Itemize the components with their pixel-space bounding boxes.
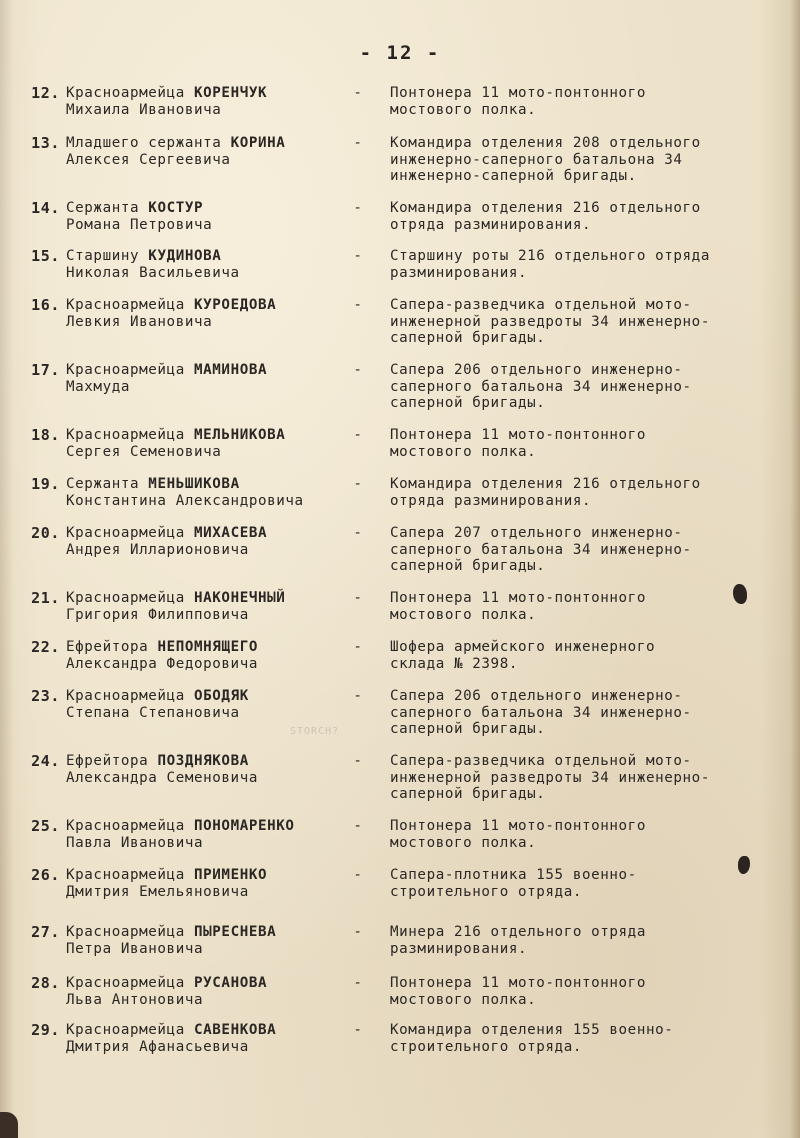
entry-rank: Красноармейца (66, 85, 185, 101)
entry-number: 24. (31, 752, 60, 770)
entry-dash: - (353, 867, 363, 883)
entry-surname: КУДИНОВА (148, 248, 222, 264)
entry-dash: - (353, 818, 363, 834)
unit-line: Старшину роты 216 отдельного отряда (390, 248, 710, 264)
entry-surname: ПОНОМАРЕНКО (194, 818, 295, 834)
entry-unit (390, 525, 762, 575)
entry-surname: ПОЗДНЯКОВА (157, 753, 249, 769)
unit-line: Шофера армейского инженерного (390, 639, 656, 655)
entry-unit (390, 248, 762, 281)
entry-dash: - (353, 1022, 363, 1038)
entry-dash: - (353, 85, 363, 101)
paper-hole (733, 584, 747, 604)
entry-rank: Красноармейца (66, 975, 185, 991)
page-number: - 12 - (359, 42, 441, 64)
entry-rank: Старшину (66, 248, 140, 264)
entry-number: 21. (31, 589, 60, 607)
unit-line: Сапера-разведчика отдельной мото- (390, 297, 692, 313)
unit-line: Сапера 206 отдельного инженерно- (390, 688, 683, 704)
entry-number: 15. (31, 247, 60, 265)
entry-rank: Красноармейца (66, 1022, 185, 1038)
entry-person (66, 590, 356, 623)
entry-rank: Красноармейца (66, 818, 185, 834)
entry-given-name: Александра Федоровича (66, 655, 258, 672)
entry-number: 16. (31, 296, 60, 314)
unit-line: склада № 2398. (390, 655, 518, 672)
entry-person (66, 1022, 356, 1055)
entry-dash: - (353, 200, 363, 216)
unit-line: Командира отделения 216 отдельного (390, 200, 701, 216)
entry-dash: - (353, 427, 363, 443)
entry-person (66, 975, 356, 1008)
entry-number: 13. (31, 134, 60, 152)
unit-line: мостового полка. (390, 443, 537, 460)
entry-given-name: Николая Васильевича (66, 264, 240, 281)
unit-line: строительного отряда. (390, 883, 582, 900)
entry-rank: Ефрейтора (66, 639, 149, 655)
unit-line: инженерно-саперной бригады. (390, 168, 637, 184)
entry-person (66, 85, 356, 118)
entry-person (66, 362, 356, 395)
unit-line: Сапера-разведчика отдельной мото- (390, 753, 692, 769)
entry-person (66, 924, 356, 957)
unit-line: саперной бригады. (390, 330, 546, 346)
entry-given-name: Александра Семеновича (66, 769, 258, 786)
entry-unit (390, 688, 762, 738)
entry-given-name: Романа Петровича (66, 216, 213, 233)
unit-line: отряда разминирования. (390, 492, 592, 509)
entry-person (66, 135, 356, 168)
entry-rank: Красноармейца (66, 924, 185, 940)
unit-line: разминирования. (390, 940, 528, 957)
entry-unit (390, 924, 762, 957)
entry-rank: Ефрейтора (66, 753, 149, 769)
entry-given-name: Дмитрия Афанасьевича (66, 1038, 249, 1055)
unit-line: Минера 216 отдельного отряда (390, 924, 646, 940)
entry-surname: МЕНЬШИКОВА (148, 476, 240, 492)
entry-number: 29. (31, 1021, 60, 1039)
entry-unit (390, 200, 762, 233)
entry-person (66, 200, 356, 233)
entry-unit (390, 85, 762, 118)
entry-dash: - (353, 975, 363, 991)
entry-surname: МАМИНОВА (194, 362, 268, 378)
entry-surname: ПРИМЕНКО (194, 867, 268, 883)
unit-line: Понтонера 11 мото-понтонного (390, 85, 646, 101)
entry-surname: РУСАНОВА (194, 975, 268, 991)
entry-dash: - (353, 362, 363, 378)
entry-surname: КОСТУР (148, 200, 204, 216)
entry-rank: Красноармейца (66, 688, 185, 704)
unit-line: мостового полка. (390, 834, 537, 851)
entry-dash: - (353, 753, 363, 769)
entry-unit (390, 135, 762, 185)
entry-given-name: Константина Александровича (66, 492, 304, 509)
unit-line: саперной бригады. (390, 395, 546, 411)
entry-person (66, 818, 356, 851)
entry-person (66, 867, 356, 900)
entry-unit (390, 590, 762, 623)
entry-number: 25. (31, 817, 60, 835)
entry-person (66, 525, 356, 558)
unit-line: Понтонера 11 мото-понтонного (390, 427, 646, 443)
entry-person (66, 476, 356, 509)
unit-line: инженерной разведроты 34 инженерно- (390, 769, 710, 786)
entry-person (66, 688, 356, 721)
entry-surname: ОБОДЯК (194, 688, 249, 704)
entry-number: 14. (31, 199, 60, 217)
entry-number: 17. (31, 361, 60, 379)
unit-line: саперного батальона 34 инженерно- (390, 378, 692, 395)
unit-line: мостового полка. (390, 991, 537, 1008)
entry-given-name: Махмуда (66, 378, 130, 395)
entry-rank: Младшего сержанта (66, 135, 222, 151)
entry-given-name: Михаила Ивановича (66, 101, 222, 118)
unit-line: отряда разминирования. (390, 216, 592, 233)
entry-number: 27. (31, 923, 60, 941)
entry-number: 26. (31, 866, 60, 884)
unit-line: Понтонера 11 мото-понтонного (390, 590, 646, 606)
entry-person (66, 639, 356, 672)
entry-dash: - (353, 297, 363, 313)
entry-number: 19. (31, 475, 60, 493)
entry-unit (390, 297, 762, 347)
entry-given-name: Степана Степановича (66, 704, 240, 721)
entry-rank: Красноармейца (66, 867, 185, 883)
entry-given-name: Григория Филипповича (66, 606, 249, 623)
entry-number: 12. (31, 84, 60, 102)
entry-surname: КУРОЕДОВА (194, 297, 277, 313)
entry-rank: Красноармейца (66, 362, 185, 378)
unit-line: Сапера 206 отдельного инженерно- (390, 362, 683, 378)
entry-unit (390, 975, 762, 1008)
entry-given-name: Левкия Ивановича (66, 313, 213, 330)
entry-given-name: Павла Ивановича (66, 834, 204, 851)
entry-surname: КОРИНА (230, 135, 286, 151)
entry-dash: - (353, 135, 363, 151)
entry-dash: - (353, 688, 363, 704)
entry-surname: КОРЕНЧУК (194, 85, 268, 101)
unit-line: Понтонера 11 мото-понтонного (390, 975, 646, 991)
entry-number: 20. (31, 524, 60, 542)
unit-line: Командира отделения 216 отдельного (390, 476, 701, 492)
entry-given-name: Дмитрия Емельяновича (66, 883, 249, 900)
entry-unit (390, 867, 762, 900)
entry-rank: Красноармейца (66, 590, 185, 606)
entry-unit (390, 427, 762, 460)
entry-number: 23. (31, 687, 60, 705)
entry-unit (390, 639, 762, 672)
entry-dash: - (353, 525, 363, 541)
unit-line: саперной бригады. (390, 786, 546, 802)
unit-line: мостового полка. (390, 606, 537, 623)
unit-line: Сапера-плотника 155 военно- (390, 867, 637, 883)
unit-line: инженерной разведроты 34 инженерно- (390, 313, 710, 330)
entry-unit (390, 1022, 762, 1055)
entry-dash: - (353, 476, 363, 492)
entry-unit (390, 476, 762, 509)
unit-line: мостового полка. (390, 101, 537, 118)
entry-surname: НАКОНЕЧНЫЙ (194, 590, 286, 606)
entry-surname: МЕЛЬНИКОВА (194, 427, 286, 443)
entry-rank: Сержанта (66, 476, 140, 492)
unit-line: саперной бригады. (390, 721, 546, 737)
entry-surname: ПЫРЕСНЕВА (194, 924, 277, 940)
entry-given-name: Андрея Илларионовича (66, 541, 249, 558)
entry-given-name: Льва Антоновича (66, 991, 204, 1008)
unit-line: строительного отряда. (390, 1038, 582, 1055)
unit-line: Сапера 207 отдельного инженерно- (390, 525, 683, 541)
entry-number: 28. (31, 974, 60, 992)
entry-surname: НЕПОМНЯЩЕГО (157, 639, 258, 655)
entry-unit (390, 362, 762, 412)
unit-line: разминирования. (390, 264, 528, 281)
entry-unit (390, 753, 762, 803)
entry-person (66, 427, 356, 460)
unit-line: саперного батальона 34 инженерно- (390, 541, 692, 558)
unit-line: инженерно-саперного батальона 34 (390, 151, 683, 168)
entry-surname: МИХАСЕВА (194, 525, 268, 541)
entry-dash: - (353, 639, 363, 655)
entry-dash: - (353, 924, 363, 940)
unit-line: саперной бригады. (390, 558, 546, 574)
entry-dash: - (353, 248, 363, 264)
entry-rank: Красноармейца (66, 525, 185, 541)
entry-person (66, 248, 356, 281)
torn-corner (0, 1112, 18, 1138)
entry-person (66, 297, 356, 330)
entry-number: 18. (31, 426, 60, 444)
entry-unit (390, 818, 762, 851)
entry-person (66, 753, 356, 786)
entry-given-name: Петра Ивановича (66, 940, 204, 957)
faint-stamp: STORCH? (290, 726, 340, 737)
entry-rank: Красноармейца (66, 297, 185, 313)
unit-line: Командира отделения 155 военно- (390, 1022, 674, 1038)
entry-given-name: Алексея Сергеевича (66, 151, 231, 168)
entry-rank: Красноармейца (66, 427, 185, 443)
entry-given-name: Сергея Семеновича (66, 443, 222, 460)
entry-dash: - (353, 590, 363, 606)
entry-surname: САВЕНКОВА (194, 1022, 277, 1038)
unit-line: Понтонера 11 мото-понтонного (390, 818, 646, 834)
unit-line: Командира отделения 208 отдельного (390, 135, 701, 151)
entry-rank: Сержанта (66, 200, 140, 216)
unit-line: саперного батальона 34 инженерно- (390, 704, 692, 721)
entry-number: 22. (31, 638, 60, 656)
